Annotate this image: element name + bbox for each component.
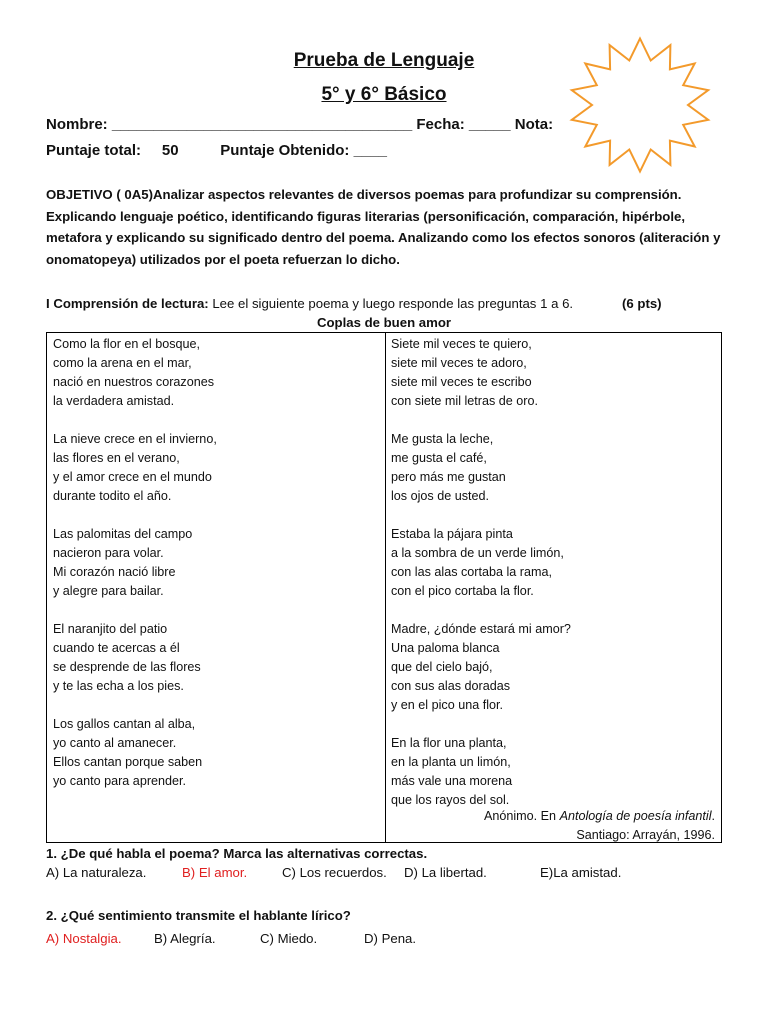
section-instruction: I Comprensión de lectura: Lee el siguiente poema y luego responde las preguntas 1 a 6.	[46, 296, 574, 311]
poem-line: y en el pico una flor.	[391, 698, 504, 712]
fecha-field[interactable]: _____	[468, 116, 511, 133]
poem-line: me gusta el café,	[391, 451, 487, 465]
poem-line: La nieve crece en el invierno,	[53, 432, 217, 446]
question-1: 1. ¿De qué habla el poema? Marca las alternativas correctas.	[46, 846, 428, 861]
poem-line: la verdadera amistad.	[53, 394, 175, 408]
poem-line: Siete mil veces te quiero,	[391, 337, 532, 351]
poem-line: El naranjito del patio	[53, 622, 168, 636]
stanza	[391, 525, 716, 601]
stanza	[53, 620, 378, 696]
poem-line: que del cielo bajó,	[391, 660, 493, 674]
stanza	[391, 335, 716, 411]
section-points: (6 pts)	[622, 296, 662, 311]
q2-option-a[interactable]: A) Nostalgia.	[46, 931, 122, 946]
poem-title: Coplas de buen amor	[316, 315, 452, 330]
poem-line: más vale una morena	[391, 774, 513, 788]
column-divider	[385, 333, 386, 842]
poem-line: durante todito el año.	[53, 489, 172, 503]
poem-line: Ellos cantan porque saben	[53, 755, 203, 769]
poem-line: siete mil veces te escribo	[391, 375, 532, 389]
poem-line: En la flor una planta,	[391, 736, 507, 750]
poem-line: siete mil veces te adoro,	[391, 356, 527, 370]
poem-line: las flores en el verano,	[53, 451, 180, 465]
q1-option-e[interactable]: E)La amistad.	[540, 865, 622, 880]
test-title: Prueba de Lenguaje	[293, 50, 475, 71]
q1-option-c[interactable]: C) Los recuerdos.	[282, 865, 387, 880]
q1-option-b[interactable]: B) El amor.	[182, 865, 248, 880]
nombre-field[interactable]: ____________________________________	[111, 116, 413, 133]
poem-line: cuando te acercas a él	[53, 641, 180, 655]
poem-line: a la sombra de un verde limón,	[391, 546, 564, 560]
poem-line: Una paloma blanca	[391, 641, 500, 655]
poem-line: y te las echa a los pies.	[53, 679, 184, 693]
poem-left-column	[53, 335, 378, 810]
poem-line: se desprende de las flores	[53, 660, 201, 674]
stanza	[391, 620, 716, 715]
poem-line: Como la flor en el bosque,	[53, 337, 201, 351]
poem-line: nacieron para volar.	[53, 546, 164, 560]
q2-option-c[interactable]: C) Miedo.	[260, 931, 318, 946]
q1-option-d[interactable]: D) La libertad.	[404, 865, 487, 880]
poem-source: Anónimo. En Antología de poesía infantil. Santiago: Arrayán, 1996.	[483, 809, 715, 842]
poem-line: en la planta un limón,	[391, 755, 511, 769]
poem-line: con siete mil letras de oro.	[391, 394, 538, 408]
poem-line: con sus alas doradas	[391, 679, 511, 693]
poem-line: que los rayos del sol.	[391, 793, 510, 807]
poem-table	[46, 332, 722, 843]
poem-line: Estaba la pájara pinta	[391, 527, 513, 541]
poem-line: con el pico cortaba la flor.	[391, 584, 534, 598]
stanza	[53, 525, 378, 601]
poem-line: Mi corazón nació libre	[53, 565, 176, 579]
poem-line: los ojos de usted.	[391, 489, 490, 503]
nombre-row: Nombre: ____________________________________ Fecha: _____ Nota:	[46, 116, 554, 133]
poem-line: como la arena en el mar,	[53, 356, 192, 370]
poem-line: nació en nuestros corazones	[53, 375, 215, 389]
objective-block: OBJETIVO ( 0A5)Analizar aspectos relevantes de diversos poemas para profundizar su comprensión. Explicando lenguaje poético, identificando figuras literarias (personificación, comparación, hipérbole, metafora y explicando su significado dentro del poema. Analizando como los efectos sonoros (aliteración y onomatopeya) utilizados por el poeta refuerzan lo dicho.	[46, 187, 721, 267]
puntaje-row: Puntaje total: 50 Puntaje Obtenido: ____	[46, 142, 387, 159]
poem-line: yo canto al amanecer.	[53, 736, 177, 750]
grade-label: 5° y 6° Básico	[321, 84, 447, 105]
poem-line: Los gallos cantan al alba,	[53, 717, 196, 731]
poem-line: Madre, ¿dónde estará mi amor?	[391, 622, 571, 636]
stanza	[53, 335, 378, 411]
poem-line: pero más me gustan	[391, 470, 506, 484]
poem-line: Me gusta la leche,	[391, 432, 494, 446]
q2-option-d[interactable]: D) Pena.	[364, 931, 417, 946]
puntaje-obtenido-field[interactable]: ____	[353, 142, 387, 159]
poem-line: y alegre para bailar.	[53, 584, 164, 598]
poem-line: yo canto para aprender.	[53, 774, 187, 788]
poem-line: con las alas cortaba la rama,	[391, 565, 553, 579]
stanza	[53, 430, 378, 506]
stanza	[53, 715, 378, 791]
q2-option-b[interactable]: B) Alegría.	[154, 931, 216, 946]
q1-option-a[interactable]: A) La naturaleza.	[46, 865, 147, 880]
stanza	[391, 430, 716, 506]
poem-line: Las palomitas del campo	[53, 527, 193, 541]
stanza	[391, 734, 716, 810]
question-2: 2. ¿Qué sentimiento transmite el hablante lírico?	[46, 908, 351, 923]
poem-right-column	[391, 335, 716, 829]
poem-line: y el amor crece en el mundo	[53, 470, 212, 484]
